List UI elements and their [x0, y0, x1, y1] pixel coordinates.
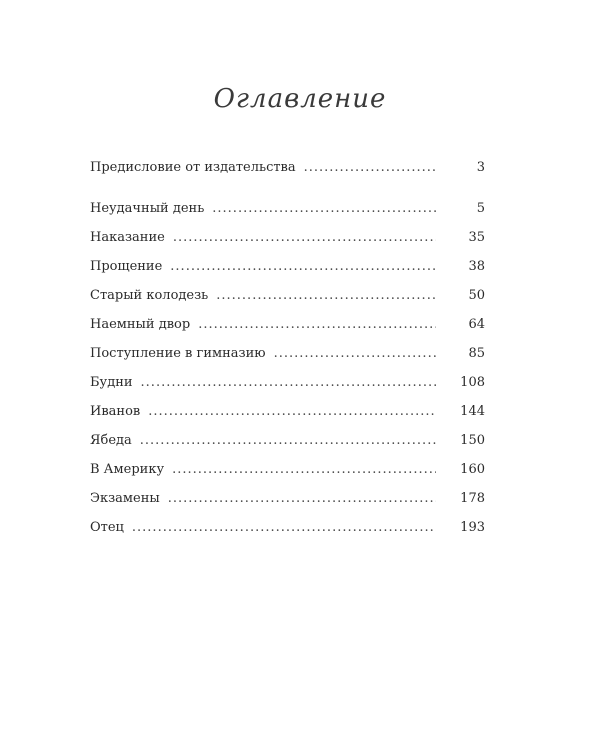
toc-entry-title: Неудачный день	[90, 201, 205, 216]
toc-entry[interactable]	[90, 460, 485, 489]
toc-entry[interactable]	[90, 199, 485, 228]
toc-entry[interactable]	[90, 315, 485, 344]
toc-entry-title: Наказание	[90, 230, 165, 245]
toc-entry-title: Отец	[90, 520, 124, 535]
toc-entry[interactable]	[90, 489, 485, 518]
toc-entry[interactable]	[90, 402, 485, 431]
dot-leader	[216, 286, 436, 306]
dot-leader	[148, 402, 436, 422]
dot-leader	[304, 158, 436, 178]
dot-leader	[168, 489, 436, 509]
dot-leader	[212, 199, 436, 219]
toc-entry-title: Старый колодезь	[90, 288, 209, 303]
dot-leader	[198, 315, 436, 335]
dot-leader	[274, 344, 436, 364]
toc-entry-page: 38	[468, 259, 485, 274]
toc-entry-title: В Америку	[90, 462, 165, 477]
toc-entry-title: Поступление в гимназию	[90, 346, 266, 361]
toc-entry-page: 144	[460, 404, 485, 419]
toc-entry-title: Будни	[90, 375, 133, 390]
toc-entry[interactable]	[90, 228, 485, 257]
dot-leader	[132, 518, 436, 538]
toc-entry[interactable]	[90, 344, 485, 373]
toc-entry[interactable]	[90, 373, 485, 402]
toc-entry[interactable]	[90, 286, 485, 315]
toc-entry-page: 193	[460, 520, 485, 535]
toc-entry-page: 5	[476, 201, 485, 216]
toc-entry-page: 150	[460, 433, 485, 448]
toc-entry-page: 3	[476, 160, 485, 175]
toc-entry-page: 64	[468, 317, 485, 332]
toc-entry-page: 35	[468, 230, 485, 245]
dot-leader	[173, 228, 436, 248]
toc-entry-page: 50	[468, 288, 485, 303]
dot-leader	[141, 373, 436, 393]
toc-entry-title: Экзамены	[90, 491, 160, 506]
toc-entry-title: Предисловие от издательства	[90, 160, 296, 175]
toc-entry-title: Ябеда	[90, 433, 132, 448]
toc-entry[interactable]	[90, 431, 485, 460]
toc-entry-title: Наемный двор	[90, 317, 191, 332]
toc-entry-page: 178	[460, 491, 485, 506]
toc-entry-page: 108	[460, 375, 485, 390]
toc-entry-page: 160	[460, 462, 485, 477]
dot-leader	[170, 257, 436, 277]
dot-leader	[140, 431, 436, 451]
toc-entry[interactable]	[90, 518, 485, 547]
toc-entry-page: 85	[468, 346, 485, 361]
toc-entry[interactable]	[90, 158, 485, 187]
toc-entry-title: Иванов	[90, 404, 141, 419]
page-title: Оглавление	[213, 84, 387, 114]
toc-entry[interactable]	[90, 257, 485, 286]
table-of-contents	[90, 158, 485, 547]
dot-leader	[172, 460, 436, 480]
toc-entry-title: Прощение	[90, 259, 163, 274]
